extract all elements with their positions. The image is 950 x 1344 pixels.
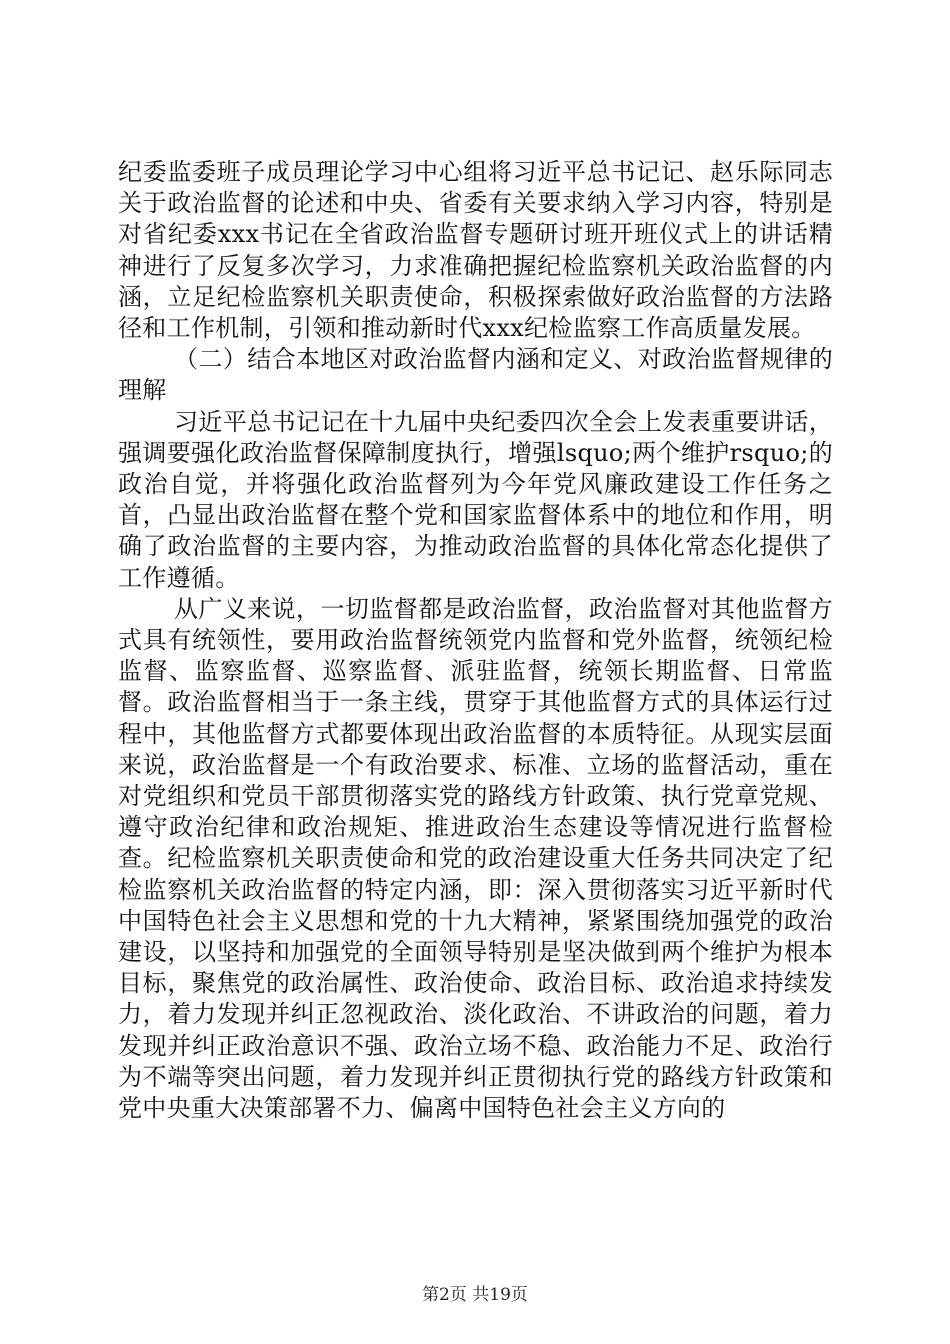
paragraph-definition: 从广义来说，一切监督都是政治监督，政治监督对其他监督方式具有统领性，要用政治监督统领党内监督和党外监督，统领纪检监督、监察监督、巡察监督、派驻监督，统领长期监督、日常监督。政治监督相当于一条主线，贯穿于其他监督方式的具体运行过程中，其他监督方式都要体现出政治监督的本质特征。从现实层面来说，政治监督是一个有政治要求、标准、立场的监督活动，重在对党组织和党员干部贯彻落实党的路线方针政策、执行党章党规、遵守政治纪律和政治规矩、推进政治生态建设等情况进行监督检查。纪检监察机关职责使命和党的政治建设重大任务共同决定了纪检监察机关政治监督的特定内涵，即：深入贯彻落实习近平新时代中国特色社会主义思想和党的十九大精神，紧紧围绕加强党的政治建设，以坚持和加强党的全面领导特别是坚决做到两个维护为根本目标，聚焦党的政治属性、政治使命、政治目标、政治追求持续发力，着力发现并纠正忽视政治、淡化政治、不讲政治的问题，着力发现并纠正政治意识不强、政治立场不稳、政治能力不足、政治行为不端等突出问题，着力发现并纠正贯彻执行党的路线方针政策和党中央重大决策部署不力、偏离中国特色社会主义方向的 <box>118 594 833 1123</box>
page-number-footer: 第2页 共19页 <box>422 1285 528 1305</box>
section-heading: （二）结合本地区对政治监督内涵和定义、对政治监督规律的理解 <box>118 345 833 405</box>
paragraph-continuation: 纪委监委班子成员理论学习中心组将习近平总书记记、赵乐际同志关于政治监督的论述和中央、省委有关要求纳入学习内容，特别是对省纪委xxx书记在全省政治监督专题研讨班开班仪式上的讲话精神进行了反复多次学习，力求准确把握纪检监察机关政治监督的内涵，立足纪检监察机关职责使命，积极探索做好政治监督的方法路径和工作机制，引领和推动新时代xxx纪检监察工作高质量发展。 <box>118 158 833 343</box>
document-body <box>118 157 833 1124</box>
paragraph-speech: 习近平总书记记在十九届中央纪委四次全会上发表重要讲话，强调要强化政治监督保障制度执行，增强lsquo;两个维护rsquo;的政治自觉，并将强化政治监督列为今年党风廉政建设工作任务之首，凸显出政治监督在整个党和国家监督体系中的地位和作用，明确了政治监督的主要内容，为推动政治监督的具体化常态化提供了工作遵循。 <box>118 407 833 592</box>
